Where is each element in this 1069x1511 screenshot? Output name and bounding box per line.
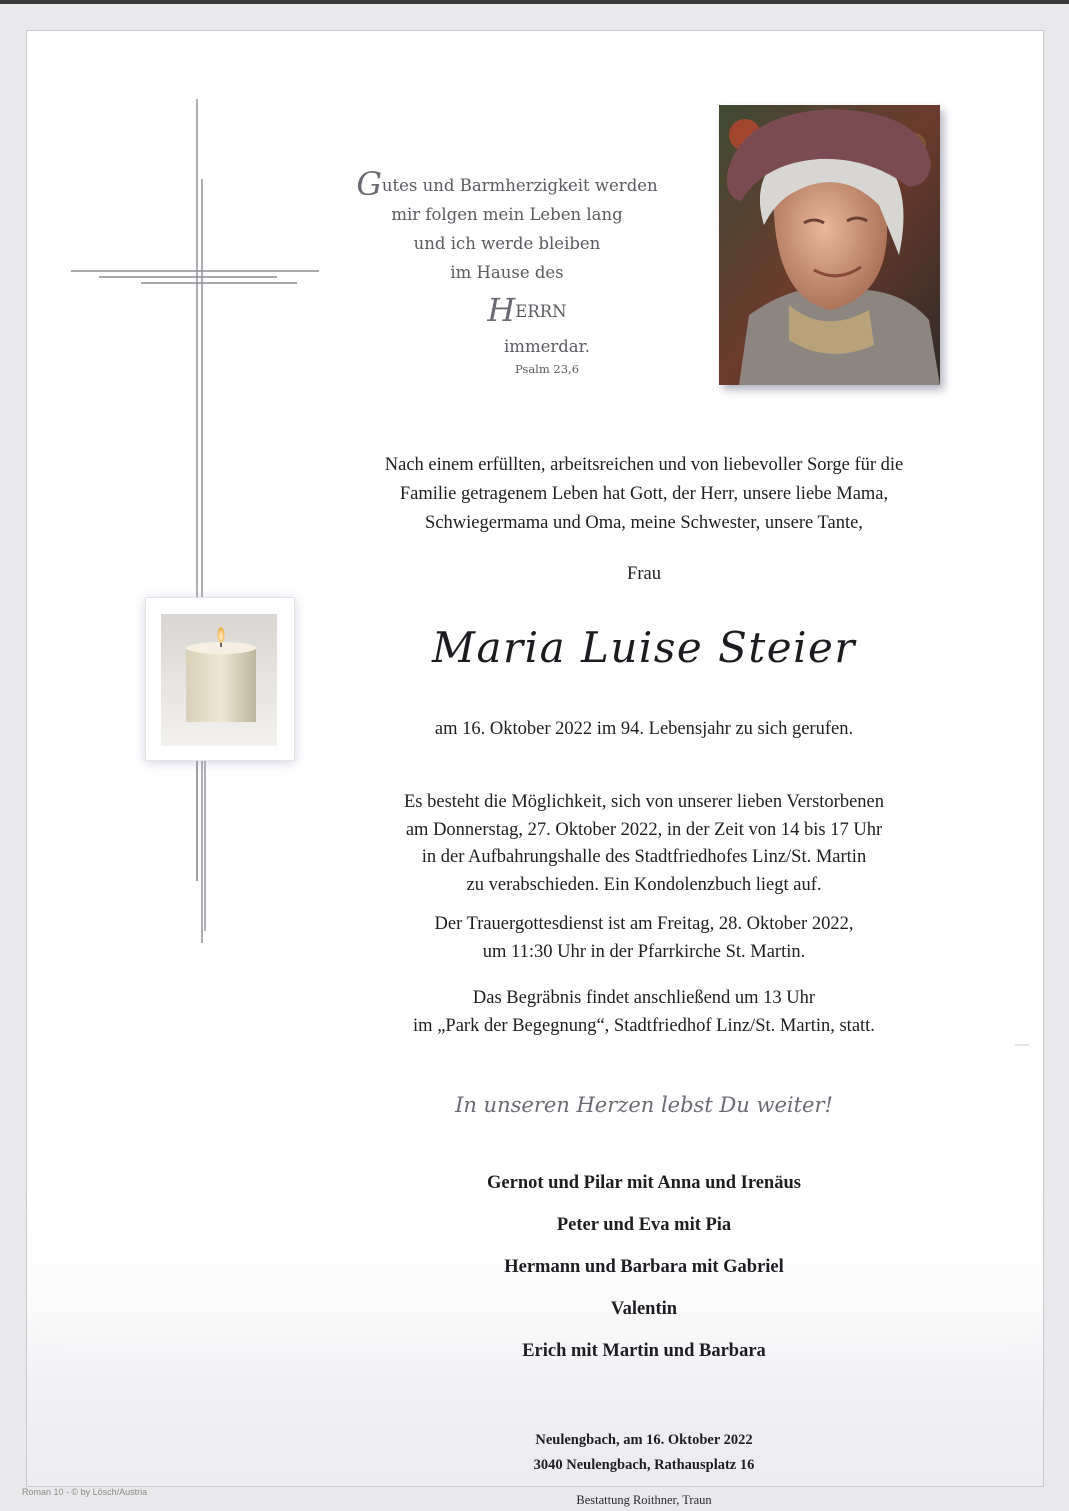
mourner-line: Gernot und Pilar mit Anna und Irenäus bbox=[487, 1173, 801, 1193]
intro-line-2: Familie getragenem Leben hat Gott, der Herr, unsere liebe Mama, bbox=[399, 484, 889, 504]
top-edge-rule bbox=[0, 0, 1069, 4]
mourners-list bbox=[319, 1169, 969, 1379]
verse-source: Psalm 23,6 bbox=[514, 362, 580, 376]
place-line-1: Neulengbach, am 16. Oktober 2022 bbox=[535, 1432, 753, 1448]
verse-line-1-text: utes und Barmherzigkeit werden bbox=[381, 176, 658, 195]
mourner-line: Valentin bbox=[610, 1299, 678, 1319]
burial-line-1: Das Begräbnis findet anschließend um 13 Uhr bbox=[472, 988, 816, 1008]
stray-mark bbox=[1015, 1043, 1029, 1047]
deceased-name: Maria Luise Steier bbox=[432, 623, 856, 672]
service-line-1: Der Trauergottesdienst ist am Freitag, 28. Oktober 2022, bbox=[434, 914, 854, 934]
farewell-line-3: in der Aufbahrungshalle des Stadtfriedhofes Linz/St. Martin bbox=[421, 847, 867, 867]
place-line-2: 3040 Neulengbach, Rathausplatz 16 bbox=[533, 1457, 755, 1473]
template-code: Roman 10 - © by Lösch/Austria bbox=[22, 1487, 148, 1497]
verse-line-6: immerdar. bbox=[504, 337, 590, 356]
farewell-line-4: zu verabschieden. Ein Kondolenzbuch liegt auf. bbox=[466, 874, 822, 895]
burial-line-2: im „Park der Begegnung“, Stadtfriedhof Linz/St. Martin, statt. bbox=[413, 1016, 875, 1036]
farewell-text bbox=[319, 789, 969, 899]
intro-line-3: Schwiegermama und Oma, meine Schwester, unsere Tante, bbox=[425, 513, 863, 533]
psalm-verse bbox=[327, 165, 687, 377]
mourner-line: Erich mit Martin und Barbara bbox=[522, 1341, 766, 1361]
farewell-line-2: am Donnerstag, 27. Oktober 2022, in der Zeit von 14 bis 17 Uhr bbox=[405, 819, 883, 840]
verse-initial-h: H bbox=[487, 291, 516, 329]
intro-text bbox=[319, 451, 969, 538]
called-home-text: am 16. Oktober 2022 im 94. Lebensjahr zu sich gerufen. bbox=[434, 719, 854, 739]
verse-herrn-text: ERRN bbox=[515, 302, 567, 321]
verse-line-herrn bbox=[367, 291, 687, 329]
mourner-line: Peter und Eva mit Pia bbox=[556, 1215, 732, 1235]
verse-initial-g: G bbox=[356, 165, 382, 203]
intro-line-1: Nach einem erfüllten, arbeitsreichen und von liebevoller Sorge für die bbox=[384, 455, 904, 475]
verse-line-2: mir folgen mein Leben lang bbox=[391, 205, 623, 224]
farewell-line-1: Es besteht die Möglichkeit, sich von unserer lieben Verstorbenen bbox=[403, 792, 885, 812]
mourner-line: Hermann und Barbara mit Gabriel bbox=[504, 1257, 784, 1277]
service-text bbox=[319, 910, 969, 966]
cross-icon bbox=[27, 31, 357, 991]
motto: In unseren Herzen lebst Du weiter! bbox=[455, 1093, 833, 1117]
verse-line-4: im Hause des bbox=[450, 263, 564, 282]
place-and-date bbox=[319, 1428, 969, 1478]
verse-line-3: und ich werde bleiben bbox=[413, 234, 601, 253]
undertaker-name: Bestattung Roithner, Traun bbox=[576, 1493, 712, 1507]
burial-text bbox=[319, 984, 969, 1040]
candle-photo bbox=[145, 597, 295, 761]
verse-line-1 bbox=[327, 165, 687, 203]
portrait-photo bbox=[719, 105, 940, 385]
salutation: Frau bbox=[627, 564, 661, 584]
service-line-2: um 11:30 Uhr in der Pfarrkirche St. Martin. bbox=[482, 942, 806, 962]
